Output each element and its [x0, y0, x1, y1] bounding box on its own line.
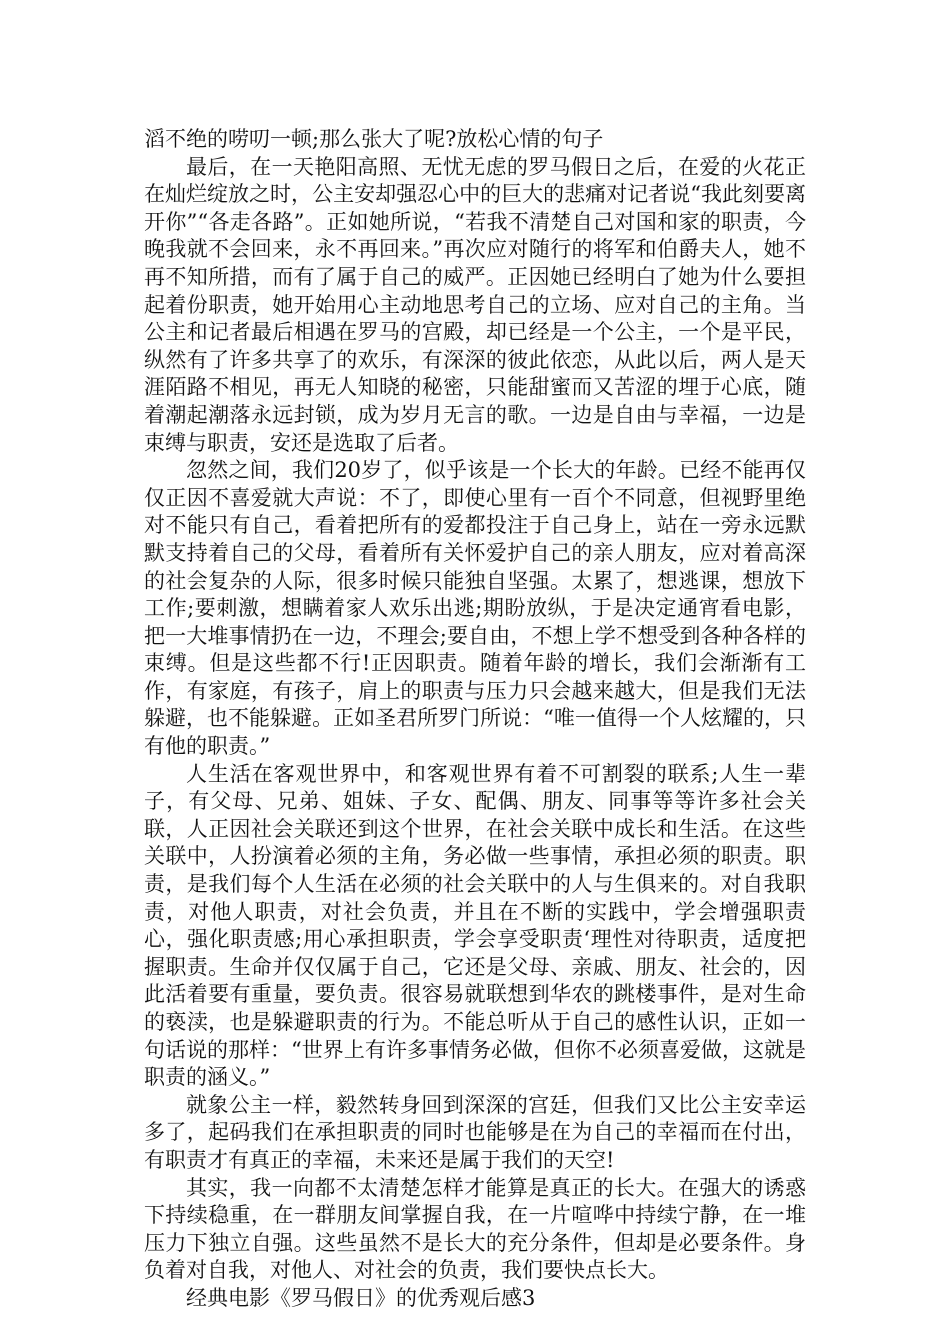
document-body: [144, 126, 806, 1313]
paragraph-growing-up: 其实，我一向都不太清楚怎样才能算是真正的长大。在强大的诱惑下持续稳重，在一群朋友间掌握自我，在一片喧哗中持续宁静，在一堆压力下独立自强。这些虽然不是长大的充分条件，但却是必要条件。身负着对自我，对他人、对社会的负责，我们要快点长大。: [144, 1175, 806, 1283]
paragraph-turning-twenty: 忽然之间，我们20岁了，似乎该是一个长大的年龄。已经不能再仅仅正因不喜爱就大声说：不了，即使心里有一百个不同意，但视野里绝对不能只有自己，看着把所有的爱都投注于自己身上，站在一旁永远默默支持着自己的父母，看着所有关怀爱护自己的亲人朋友，应对着高深的社会复杂的人际，很多时候只能独自坚强。太累了，想逃课，想放下工作;要刺激，想瞒着家人欢乐出逃;期盼放纵，于是决定通宵看电影，把一大堆事情扔在一边，不理会;要自由，不想上学不想受到各种各样的束缚。但是这些都不行!正因职责。随着年龄的增长，我们会渐渐有工作，有家庭，有孩子，肩上的职责与压力只会越来越大，但是我们无法躲避，也不能躲避。正如圣君所罗门所说：“唯一值得一个人炫耀的，只有他的职责。”: [144, 458, 806, 759]
paragraph-social-responsibility: 人生活在客观世界中，和客观世界有着不可割裂的联系;人生一辈子，有父母、兄弟、姐妹、子女、配偶、朋友、同事等等许多社会关联，人正因社会关联还到这个世界，在社会关联中成长和生活。在这些关联中，人扮演着必须的主角，务必做一些事情，承担必须的职责。职责，是我们每个人生活在必须的社会关联中的人与生俱来的。对自我职责，对他人职责，对社会负责，并且在不断的实践中，学会增强职责心，强化职责感;用心承担职责，学会享受职责‘理性对待职责，适度把握职责。生命并仅仅属于自己，它还是父母、亲戚、朋友、社会的，因此活着要有重量，要负责。很容易就联想到华农的跳楼事件，是对生命的亵渎，也是躲避职责的行为。不能总听从于自己的感性认识，正如一句话说的那样：“世界上有许多事情务必做，但你不必须喜爱做，这就是职责的涵义。”: [144, 761, 806, 1090]
paragraph-like-the-princess: 就象公主一样，毅然转身回到深深的宫廷，但我们又比公主安幸运多了，起码我们在承担职责的同时也能够是在为自己的幸福而在付出，有职责才有真正的幸福，未来还是属于我们的天空!: [144, 1092, 806, 1172]
paragraph-continuation: 滔不绝的唠叨一顿;那么张大了呢?放松心情的句子: [144, 127, 604, 151]
section-heading: 经典电影《罗马假日》的优秀观后感3: [186, 1285, 536, 1310]
paragraph-ending-choice: 最后，在一天艳阳高照、无忧无虑的罗马假日之后，在爱的火花正在灿烂绽放之时，公主安却强忍心中的巨大的悲痛对记者说“我此刻要离开你”“各走各路”。正如她所说，“若我不清楚自己对国和家的职责，今晚我就不会回来，永不再回来。”再次应对随行的将军和伯爵夫人，她不再不知所措，而有了属于自己的威严。正因她已经明白了她为什么要担起着份职责，她开始用心主动地思考自己的立场、应对自己的主角。当公主和记者最后相遇在罗马的宫殿，却已经是一个公主，一个是平民，纵然有了许多共享了的欢乐，有深深的彼此依恋，从此以后，两人是天涯陌路不相见，再无人知晓的秘密，只能甜蜜而又苦涩的埋于心底，随着潮起潮落永远封锁，成为岁月无言的歌。一边是自由与幸福，一边是束缚与职责，安还是选取了后者。: [144, 154, 806, 455]
